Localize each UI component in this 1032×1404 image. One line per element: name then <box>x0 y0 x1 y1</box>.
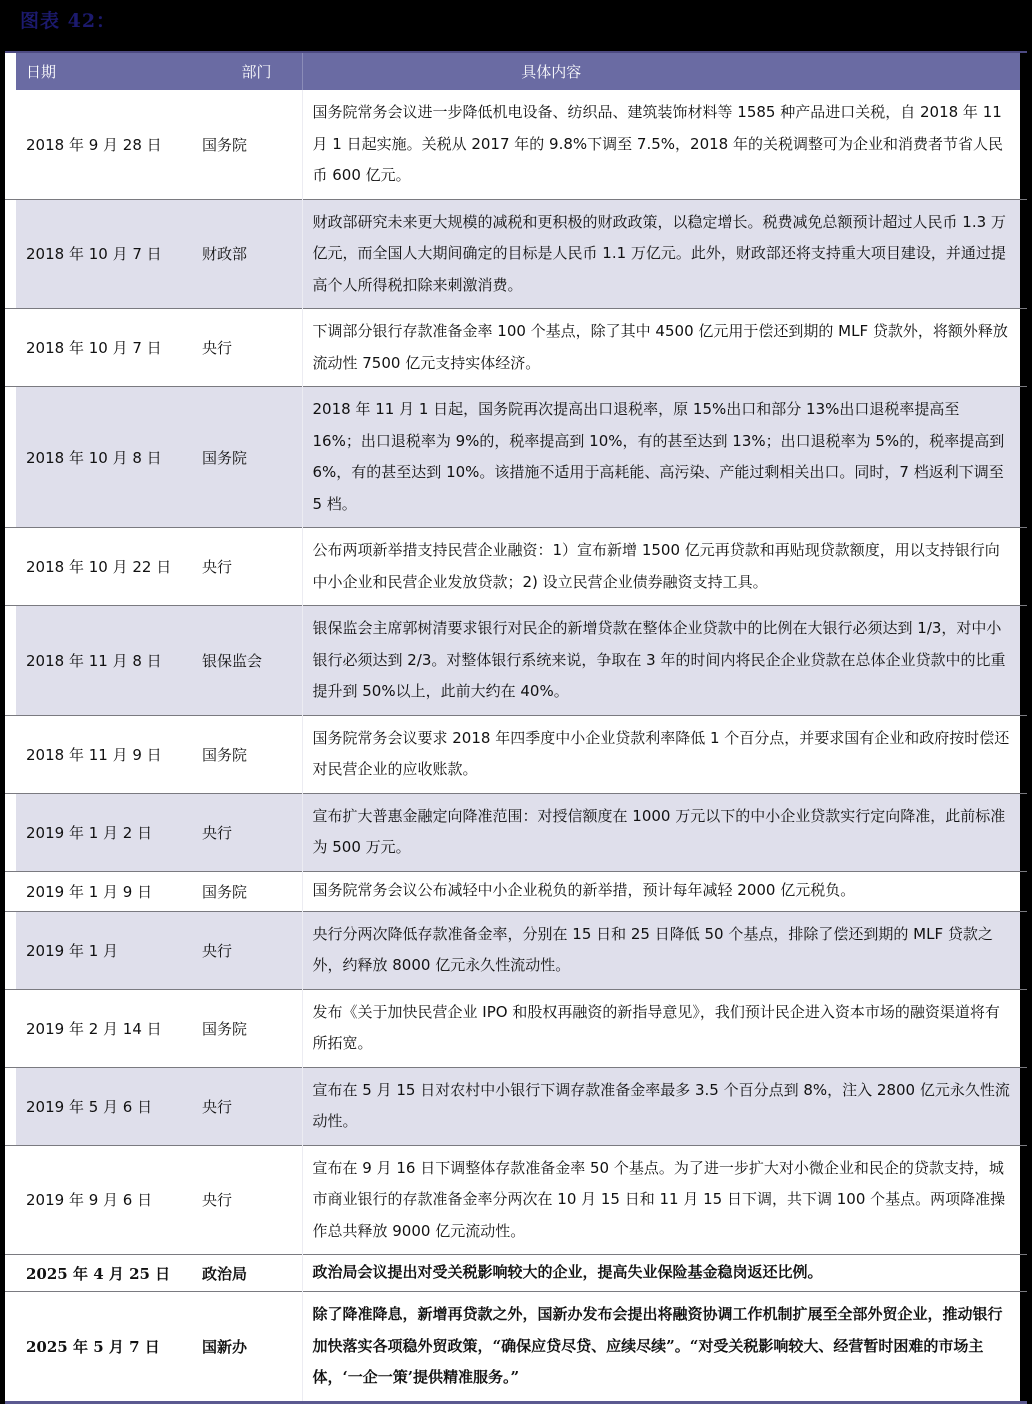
row-content: 宣布扩大普惠金融定向降准范围：对授信额度在 1000 万元以下的中小企业贷款实行定向降准，此前标准为 500 万元。 <box>302 793 1020 871</box>
table-edge <box>5 1145 16 1255</box>
row-content: 宣布在 9 月 16 日下调整体存款准备金率 50 个基点。为了进一步扩大对小微企业和民企的贷款支持，城市商业银行的存款准备金率分两次在 10 月 15 日和 11 月 15 日下调，共下调 100 个基点。两项降准操作总共释放 9000 亿元流动性。 <box>302 1145 1020 1255</box>
table-edge <box>5 911 16 989</box>
table-row <box>5 1255 1027 1292</box>
row-content: 宣布在 5 月 15 日对农村中小银行下调存款准备金率最多 3.5 个百分点到 8%，注入 2800 亿元永久性流动性。 <box>302 1067 1020 1145</box>
row-content: 公布两项新举措支持民营企业融资：1）宣布新增 1500 亿元再贷款和再贴现贷款额度，用以支持银行向中小企业和民营企业发放贷款；2) 设立民营企业债券融资支持工具。 <box>302 528 1020 606</box>
row-dept: 央行 <box>202 558 233 576</box>
row-dept: 银保监会 <box>192 606 302 716</box>
row-content: 国务院常务会议进一步降低机电设备、纺织品、建筑装饰材料等 1585 种产品进口关税，自 2018 年 11 月 1 日起实施。关税从 2017 年的 9.8%下调至 7.5%，2018 年的关税调整可为企业和消费者节省人民币 600 亿元。 <box>302 90 1020 199</box>
row-content: 银保监会主席郭树清要求银行对民企的新增贷款在整体企业贷款中的比例在大银行必须达到 1/3，对中小银行必须达到 2/3。对整体银行系统来说，争取在 3 年的时间内将民企企业贷款在总体企业贷款中的比重提升到 50%以上，此前大约在 40%。 <box>302 606 1020 716</box>
table-row <box>5 989 1027 1067</box>
table-edge <box>5 90 16 199</box>
row-date: 2018 年 11 月 8 日 <box>16 606 192 716</box>
row-date: 2019 年 1 月 2 日 <box>16 793 192 871</box>
row-dept: 央行 <box>202 339 233 357</box>
table-row <box>5 911 1027 989</box>
row-content: 2018 年 11 月 1 日起，国务院再次提高出口退税率，原 15%出口和部分 13%出口退税率提高至 16%；出口退税率为 9%的，税率提高到 10%，有的甚至达到 13%；出口退税率为 5%的，税率提高到 6%，有的甚至达到 10%。该措施不适用于高耗能、高污染、产能过剩相关出口。同时，7 档返利下调至 5 档。 <box>302 387 1020 528</box>
table-row <box>5 199 1027 309</box>
table-edge <box>1020 793 1027 871</box>
table-edge <box>5 989 16 1067</box>
table-row <box>5 387 1027 528</box>
row-date: 2018 年 10 月 7 日 <box>26 339 162 357</box>
row-date: 2025 年 4 月 25 日 <box>26 1264 171 1283</box>
table-header-row <box>5 53 1027 90</box>
table-edge <box>1020 715 1027 793</box>
table-row <box>5 793 1027 871</box>
row-date: 2019 年 2 月 14 日 <box>26 1019 162 1038</box>
table-row <box>5 1067 1027 1145</box>
row-dept: 央行 <box>192 793 302 871</box>
row-content: 政治局会议提出对受关税影响较大的企业，提高失业保险基金稳岗返还比例。 <box>302 1255 1020 1292</box>
table-edge <box>5 1292 16 1403</box>
table-edge <box>5 793 16 871</box>
table-row <box>5 309 1027 387</box>
table-edge <box>1020 387 1027 528</box>
table-edge <box>1020 53 1027 90</box>
row-date: 2019 年 5 月 6 日 <box>16 1067 192 1145</box>
row-date: 2018 年 11 月 9 日 <box>26 745 162 764</box>
table-row <box>5 606 1027 716</box>
table-edge <box>1020 309 1027 387</box>
row-date: 2018 年 10 月 22 日 <box>26 558 172 576</box>
table-edge <box>1020 911 1027 989</box>
table-row <box>5 90 1027 199</box>
row-dept: 国务院 <box>192 387 302 528</box>
table-edge <box>5 528 16 606</box>
table-edge <box>5 1255 16 1292</box>
row-dept: 国务院 <box>202 1019 248 1038</box>
row-dept: 国务院 <box>202 745 248 764</box>
row-dept: 央行 <box>202 1191 233 1210</box>
table-edge <box>5 309 16 387</box>
table-edge <box>1020 1145 1027 1255</box>
row-dept: 国新办 <box>202 1337 248 1356</box>
row-date: 2018 年 10 月 7 日 <box>16 199 192 309</box>
row-content: 除了降准降息，新增再贷款之外，国新办发布会提出将融资协调工作机制扩展至全部外贸企业，推动银行加快落实各项稳外贸政策，“确保应贷尽贷、应续尽续”。“对受关税影响较大、经营暂时困难的市场主体，‘一企一策’提供精准服务。” <box>302 1292 1020 1403</box>
row-content: 财政部研究未来更大规模的减税和更积极的财政政策，以稳定增长。税费减免总额预计超过人民币 1.3 万亿元，而全国人大期间确定的目标是人民币 1.1 万亿元。此外，财政部还将支持重大项目建设，并通过提高个人所得税扣除来刺激消费。 <box>302 199 1020 309</box>
table-row <box>5 1292 1027 1403</box>
row-date: 2019 年 9 月 6 日 <box>26 1191 153 1210</box>
table-edge <box>1020 199 1027 309</box>
row-content: 发布《关于加快民营企业 IPO 和股权再融资的新指导意见》，我们预计民企进入资本市场的融资渠道将有所拓宽。 <box>302 989 1020 1067</box>
table-edge <box>5 387 16 528</box>
column-header-date: 日期 <box>16 53 192 90</box>
row-dept: 国务院 <box>202 135 248 154</box>
table-edge <box>1020 1255 1027 1292</box>
row-date: 2019 年 1 月 9 日 <box>26 882 153 901</box>
row-dept: 央行 <box>192 1067 302 1145</box>
column-header-content: 具体内容 <box>302 53 1020 90</box>
row-content: 央行分两次降低存款准备金率，分别在 15 日和 25 日降低 50 个基点，排除了偿还到期的 MLF 贷款之外，约释放 8000 亿元永久性流动性。 <box>302 911 1020 989</box>
table-edge <box>1020 528 1027 606</box>
row-content: 国务院常务会议公布减轻中小企业税负的新举措，预计每年减轻 2000 亿元税负。 <box>302 871 1020 911</box>
figure-title: 图表 42： <box>20 10 117 32</box>
table-row <box>5 871 1027 911</box>
table-edge <box>5 871 16 911</box>
table-edge <box>1020 871 1027 911</box>
table-edge <box>5 1067 16 1145</box>
policy-table <box>5 51 1027 1404</box>
row-date: 2018 年 10 月 8 日 <box>16 387 192 528</box>
table-row <box>5 1145 1027 1255</box>
table-edge <box>5 199 16 309</box>
row-dept: 政治局 <box>202 1264 248 1283</box>
row-date: 2018 年 9 月 28 日 <box>26 135 162 154</box>
row-dept: 财政部 <box>192 199 302 309</box>
row-date: 2019 年 1 月 <box>16 911 192 989</box>
row-content: 下调部分银行存款准备金率 100 个基点，除了其中 4500 亿元用于偿还到期的 MLF 贷款外，将额外释放流动性 7500 亿元支持实体经济。 <box>302 309 1020 387</box>
table-edge <box>1020 606 1027 716</box>
table-edge <box>1020 1292 1027 1403</box>
table-row <box>5 715 1027 793</box>
row-dept: 国务院 <box>202 882 248 901</box>
table-edge <box>1020 1067 1027 1145</box>
table-edge <box>5 715 16 793</box>
table-edge <box>1020 90 1027 199</box>
table-edge <box>5 53 16 90</box>
row-date: 2025 年 5 月 7 日 <box>26 1337 160 1356</box>
table-edge <box>5 606 16 716</box>
row-dept: 央行 <box>192 911 302 989</box>
row-content: 国务院常务会议要求 2018 年四季度中小企业贷款利率降低 1 个百分点，并要求国有企业和政府按时偿还对民营企业的应收账款。 <box>302 715 1020 793</box>
table-row <box>5 528 1027 606</box>
table-edge <box>1020 989 1027 1067</box>
column-header-dept: 部门 <box>192 53 302 90</box>
